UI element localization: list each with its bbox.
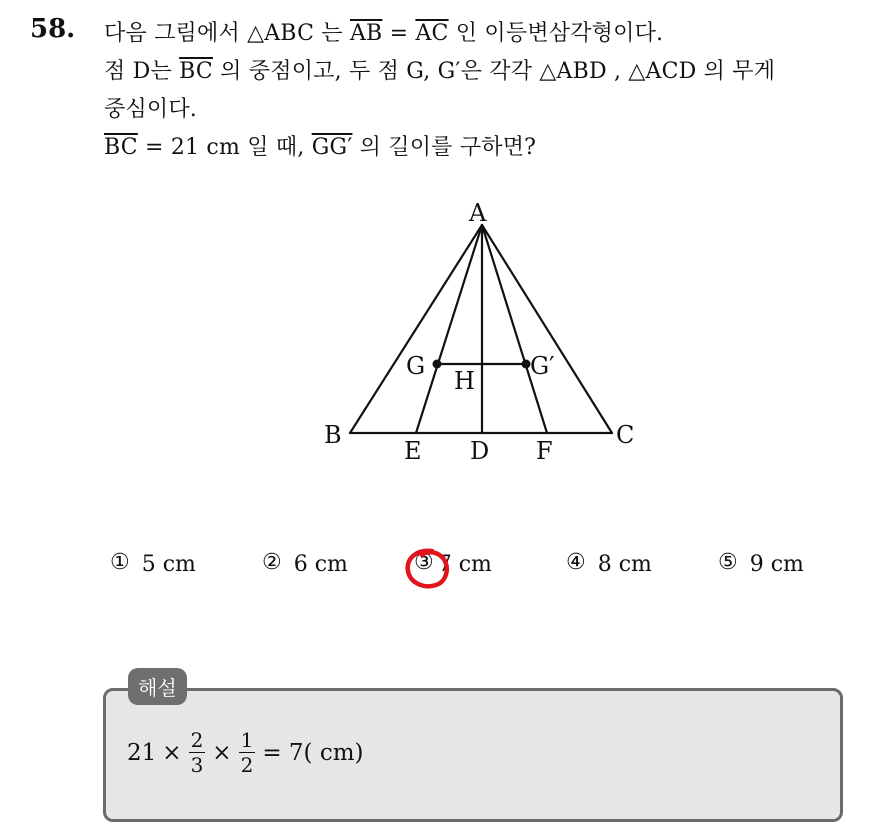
question-line-2 <box>104 54 775 85</box>
choice-3-text: 7 cm <box>437 552 492 577</box>
choice-2-number: ② <box>262 550 282 575</box>
choice-2-text: 6 cm <box>293 552 348 577</box>
label-b: B <box>324 421 342 449</box>
question-line-2-post: 의 중점이고, 두 점 G, G′은 각각 △ABD , △ACD 의 무게 <box>212 59 776 84</box>
equals-sign: = <box>382 21 416 46</box>
segment-gg-prime: GG′ <box>311 135 353 160</box>
label-g: G <box>406 352 426 380</box>
question-line-4-mid: = 21 cm 일 때, <box>137 135 312 160</box>
choice-1-number: ① <box>110 550 130 575</box>
choice-1[interactable] <box>110 552 196 577</box>
question-line-4 <box>104 130 536 161</box>
point-g <box>433 360 442 369</box>
side-ab <box>350 225 482 433</box>
label-g-prime: G′ <box>530 352 555 380</box>
choice-5[interactable] <box>718 552 804 577</box>
question-line-2-pre: 점 D는 <box>104 59 180 84</box>
label-d: D <box>470 437 490 465</box>
fraction-two-thirds <box>189 728 206 777</box>
solution-tag: 해설 <box>128 668 187 705</box>
fraction-one-half <box>239 728 256 777</box>
choice-4-number: ④ <box>566 550 586 575</box>
label-c: C <box>616 421 635 449</box>
question-line-1-pre: 다음 그림에서 △ABC 는 <box>104 21 350 46</box>
segment-ac: $\overline{AC}$ <box>415 21 449 46</box>
fraction-numerator: 2 <box>190 728 204 752</box>
segment-bc-2: $\overline{BC}$ <box>104 135 138 160</box>
segment-ab: $\overline{AB}$ <box>349 21 383 46</box>
choice-2[interactable] <box>262 552 348 577</box>
label-a: A <box>469 199 487 227</box>
question-line-4-post: 의 길이를 구하면? <box>352 135 537 160</box>
fraction-numerator-2: 1 <box>240 728 254 752</box>
answer-circle-mark-icon <box>402 545 454 593</box>
question-line-1 <box>104 16 663 47</box>
fraction-denominator-2: 2 <box>240 753 254 777</box>
formula-result: = 7( cm) <box>262 739 364 766</box>
triangle-figure <box>300 190 660 480</box>
label-h: H <box>454 367 475 395</box>
times-sign-2: × <box>212 739 232 766</box>
question-line-3: 중심이다. <box>104 97 198 122</box>
label-e: E <box>404 437 422 465</box>
choice-1-text: 5 cm <box>141 552 196 577</box>
side-ac <box>482 225 612 433</box>
choice-4[interactable] <box>566 552 652 577</box>
times-sign: × <box>162 739 182 766</box>
solution-formula <box>124 728 366 777</box>
segment-bc: $\overline{BC}$ <box>179 59 213 84</box>
segment-af <box>482 225 547 433</box>
fraction-denominator: 3 <box>190 753 204 777</box>
choice-4-text: 8 cm <box>597 552 652 577</box>
question-number: 58. <box>30 14 76 44</box>
label-f: F <box>536 437 553 465</box>
choice-3-number: ③ <box>414 550 434 575</box>
formula-value: 21 <box>127 739 157 766</box>
choice-5-text: 9 cm <box>749 552 804 577</box>
choice-5-number: ⑤ <box>718 550 738 575</box>
segment-ae <box>416 225 482 433</box>
question-line-1-post: 인 이등변삼각형이다. <box>448 21 664 46</box>
